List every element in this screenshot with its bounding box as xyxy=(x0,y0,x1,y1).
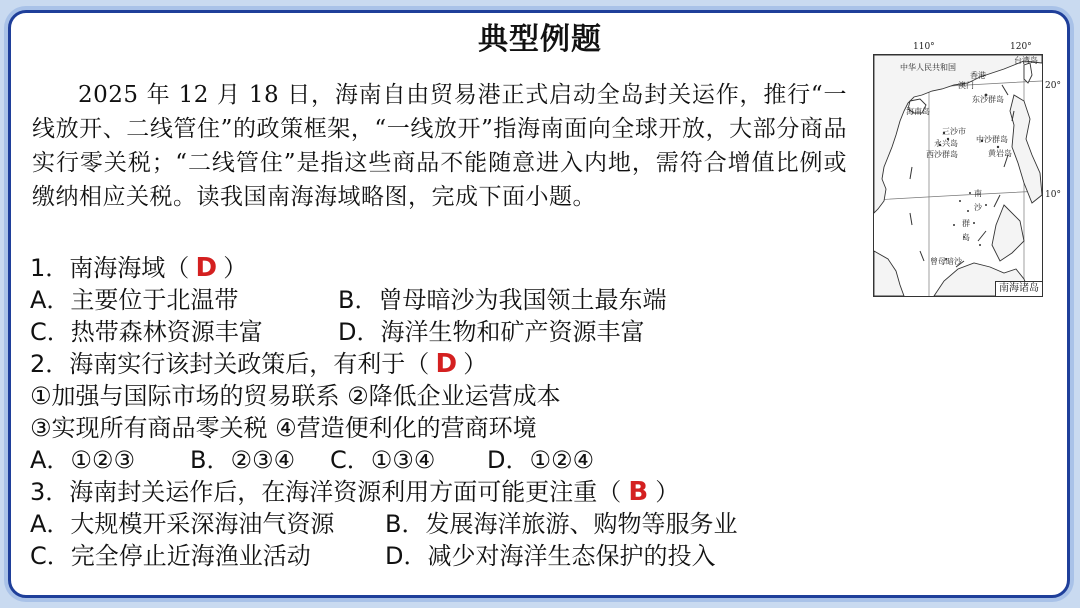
label-xisha: 西沙群岛 xyxy=(926,150,958,159)
label-zengmu: 曾母暗沙 xyxy=(930,257,962,266)
question-3-close: ） xyxy=(655,478,680,506)
q2-option-a: A．①②③ xyxy=(30,446,135,474)
label-taiwan: 台湾岛 xyxy=(1014,56,1038,65)
question-1-stem: 1．南海海域（ xyxy=(30,254,190,282)
label-hongkong: 香港 xyxy=(970,71,986,80)
question-1-answer: D xyxy=(195,253,218,283)
q1-option-c: C．热带森林资源丰富 xyxy=(30,318,263,346)
q3-option-c: C．完全停止近海渔业活动 xyxy=(30,542,311,570)
label-china: 中华人民共和国 xyxy=(900,63,956,72)
q1-option-d: D．海洋生物和矿产资源丰富 xyxy=(338,318,645,346)
label-nansha-3: 群 xyxy=(962,219,970,228)
lat-label-20: 20° xyxy=(1045,81,1061,91)
q1-option-b: B．曾母暗沙为我国领土最东端 xyxy=(338,286,667,314)
question-1 xyxy=(30,252,247,284)
question-2-stem: 2．海南实行该封关政策后，有利于（ xyxy=(30,350,430,378)
question-2 xyxy=(30,348,487,380)
taiwan-outline xyxy=(1024,63,1032,83)
label-zhongsha: 中沙群岛 xyxy=(976,135,1008,144)
q3-option-a: A．大规模开采深海油气资源 xyxy=(30,510,335,538)
q3-option-d: D．减少对海洋生态保护的投入 xyxy=(385,542,716,570)
question-2-answer: D xyxy=(435,349,458,379)
label-nansha-1: 南 xyxy=(974,189,982,198)
q3-option-b: B．发展海洋旅游、购物等服务业 xyxy=(385,510,738,538)
label-hainan: 海南岛 xyxy=(906,107,930,116)
q2-item-line-1: ①加强与国际市场的贸易联系 ②降低企业运营成本 xyxy=(30,382,561,410)
parallel-10 xyxy=(874,191,1042,200)
malay-peninsula xyxy=(874,251,904,296)
question-3-stem: 3．海南封关运作后，在海洋资源利用方面可能更注重（ xyxy=(30,478,622,506)
lon-label-110: 110° xyxy=(913,42,935,52)
map-legend-box: 南海诸岛 xyxy=(995,281,1043,297)
page-title: 典型例题 xyxy=(478,22,602,57)
q1-option-a: A．主要位于北温带 xyxy=(30,286,239,314)
intro-paragraph: 2025 年 12 月 18 日，海南自由贸易港正式启动全岛封关运作，推行“一线放开、二线管住”的政策框架，“一线放开”指海南面向全球开放，大部分商品实行零关税；“二线管住”是指这些商品不能随意进入内地，需符合增值比例或缴纳相应关税。读我国南海海域略图，完成下面小题。 xyxy=(32,82,847,210)
question-1-close: ） xyxy=(223,254,248,282)
label-dongsha: 东沙群岛 xyxy=(972,95,1004,104)
q2-option-c: C．①③④ xyxy=(330,446,436,474)
philippines-outline xyxy=(1010,95,1042,203)
palawan-outline xyxy=(992,205,1024,261)
lat-label-10: 10° xyxy=(1045,190,1061,200)
label-nansha-2: 沙 xyxy=(974,203,982,212)
question-3-answer: B xyxy=(628,477,649,507)
south-china-sea-map xyxy=(873,54,1043,297)
q2-item-line-2: ③实现所有商品零关税 ④营造便利化的营商环境 xyxy=(30,414,537,442)
question-3 xyxy=(30,476,679,508)
q2-option-d: D．①②④ xyxy=(487,446,595,474)
label-sansha: 三沙市 xyxy=(942,127,966,136)
question-2-close: ） xyxy=(463,350,488,378)
label-yongxing: 永兴岛 xyxy=(934,139,958,148)
q2-option-b: B．②③④ xyxy=(190,446,296,474)
label-macau: 澳门 xyxy=(958,81,974,90)
label-nansha-4: 岛 xyxy=(962,233,970,242)
label-huangyan: 黄岩岛 xyxy=(988,149,1012,158)
lon-label-120: 120° xyxy=(1010,42,1032,52)
